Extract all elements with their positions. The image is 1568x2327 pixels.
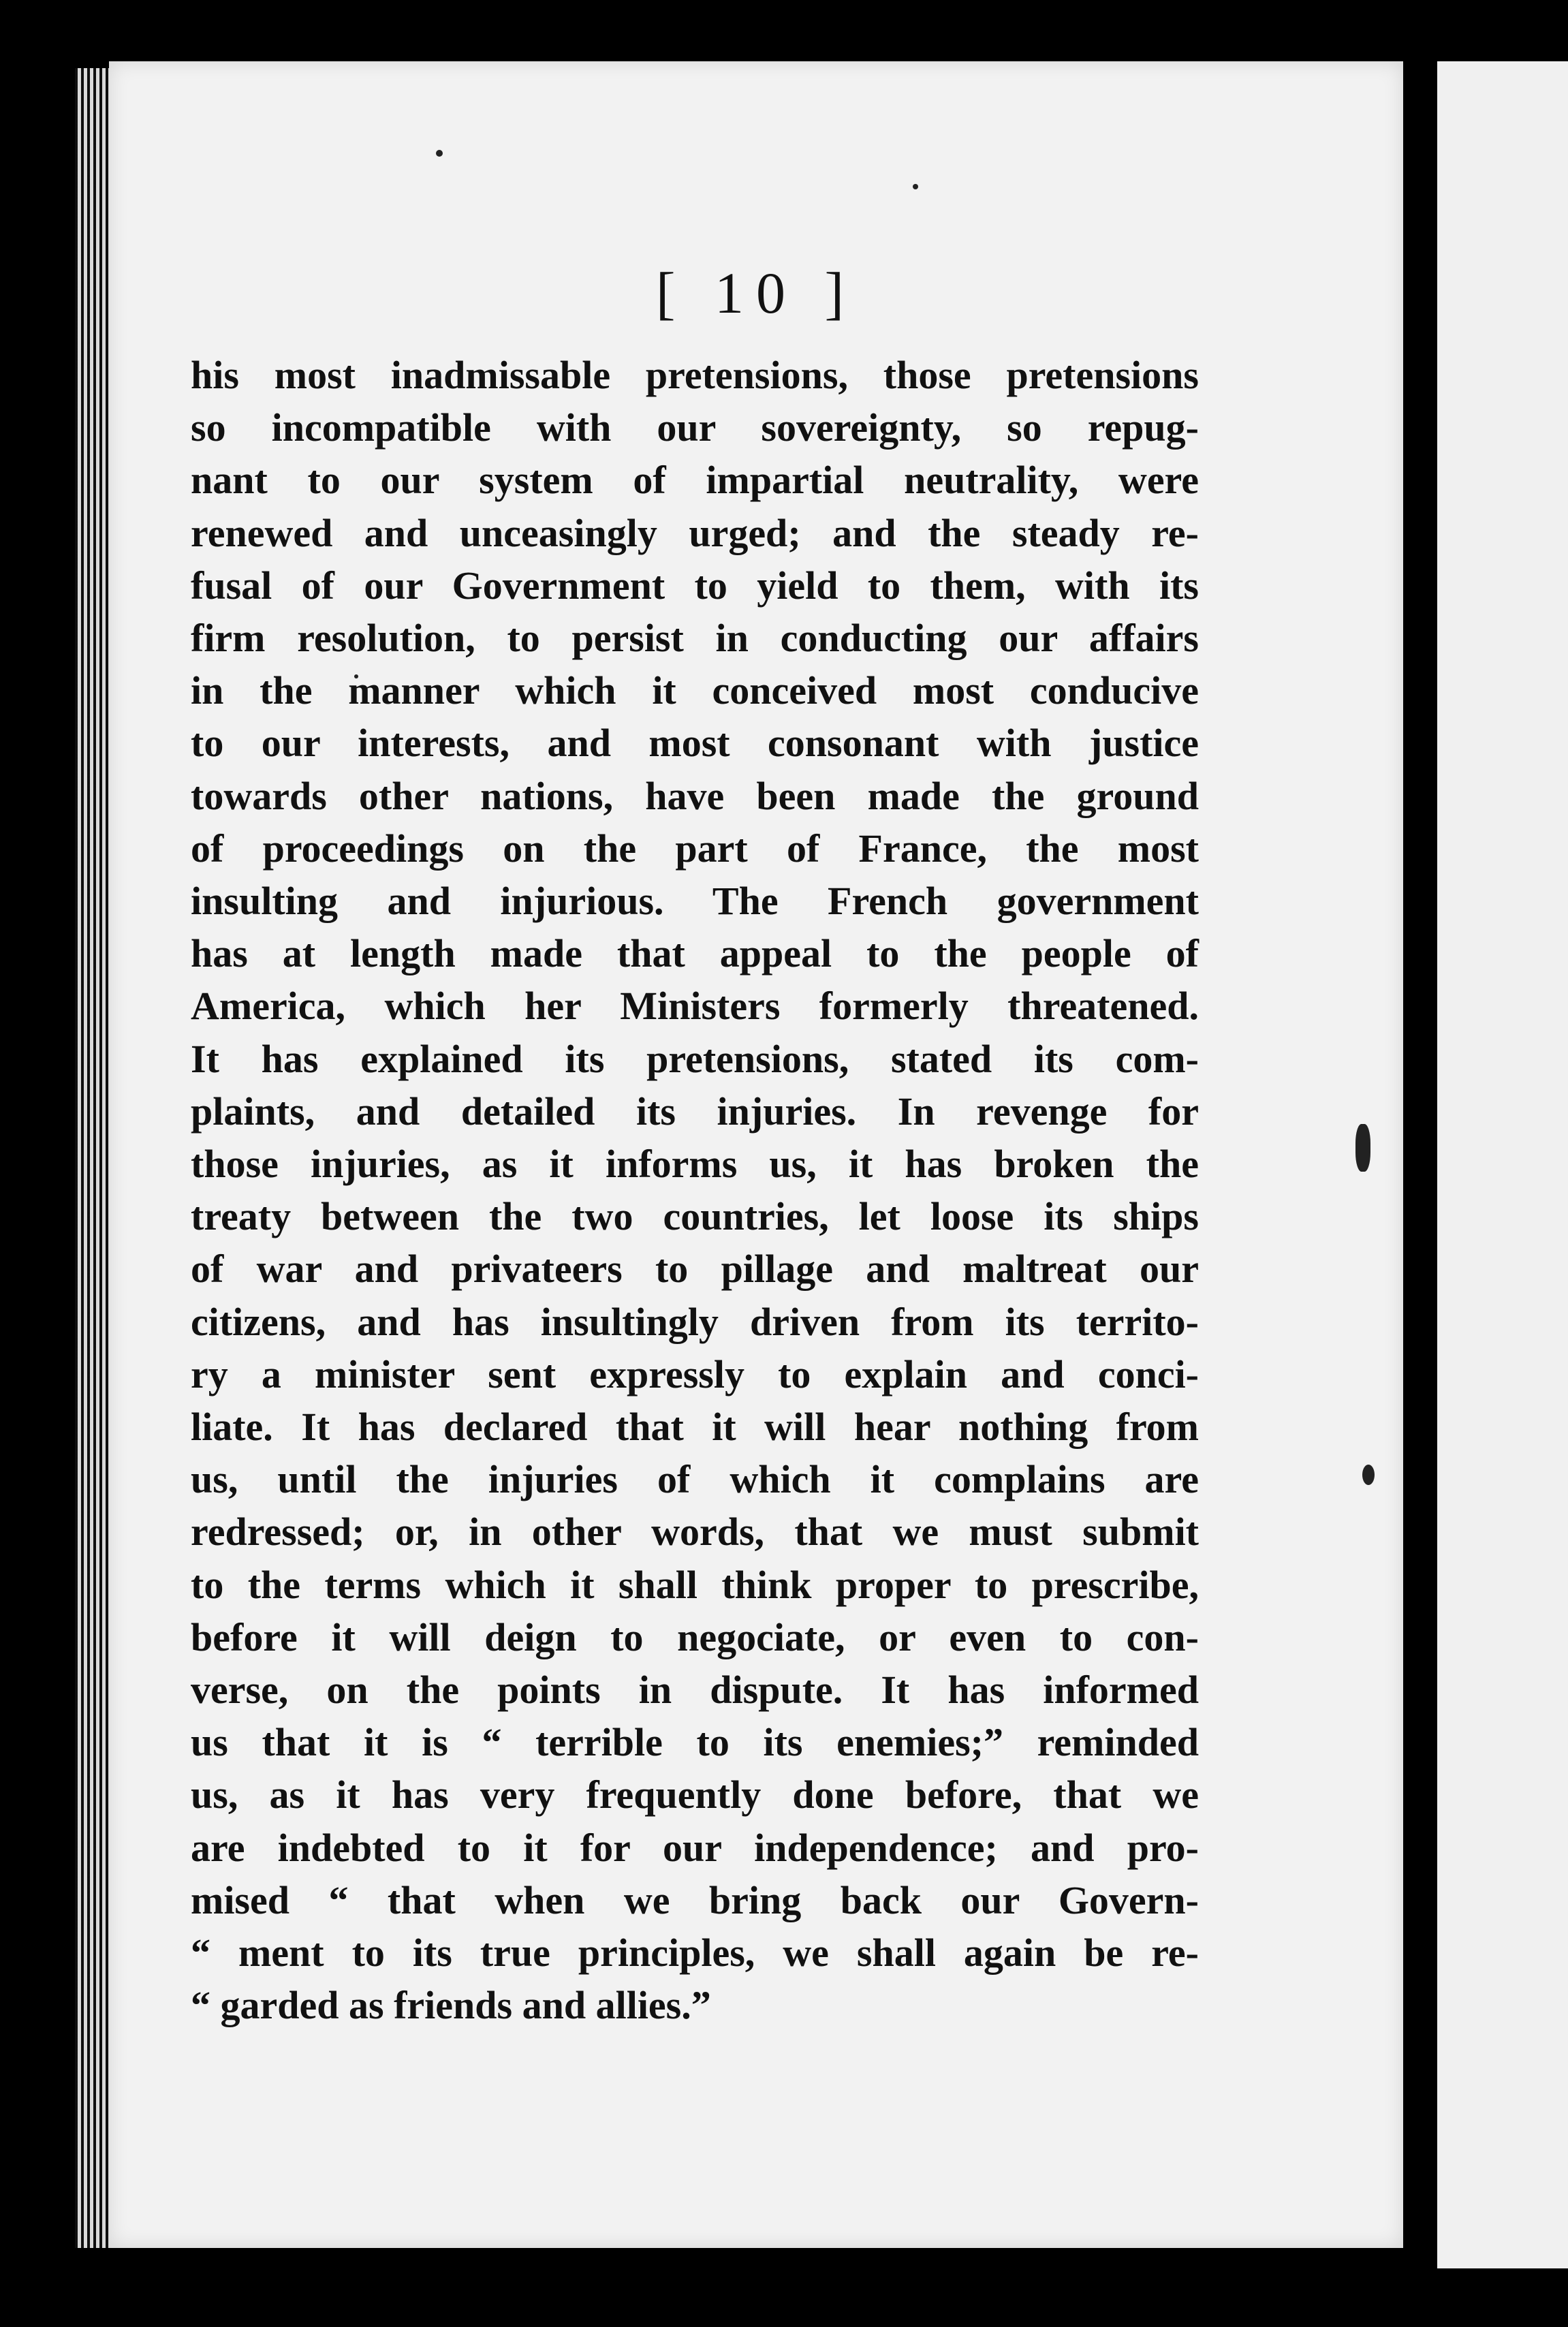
text-line: those injuries, as it informs us, it has broken the (191, 1142, 1199, 1187)
text-line: towards other nations, have been made the ground (191, 773, 1199, 818)
paper-speck (913, 184, 918, 189)
paper-speck (436, 150, 443, 157)
text-line: mised “ that when we bring back our Govern- (191, 1877, 1199, 1922)
text-line: nant to our system of impartial neutrality, were (191, 458, 1199, 503)
text-line: citizens, and has insultingly driven from its territo- (191, 1299, 1199, 1344)
text-line: plaints, and detailed its injuries. In revenge for (191, 1089, 1199, 1134)
page-number-header: [ 10 ] (655, 260, 857, 326)
text-line: “ ment to its true principles, we shall again be re- (191, 1931, 1199, 1975)
adjacent-page-edge (1437, 61, 1568, 2268)
text-line: ry a minister sent expressly to explain and conci- (191, 1352, 1199, 1396)
text-line: firm resolution, to persist in conducting our affairs (191, 616, 1199, 661)
page-gutter (1403, 54, 1437, 2262)
text-line: has at length made that appeal to the people of (191, 931, 1199, 976)
text-line: before it will deign to negociate, or even to con- (191, 1614, 1199, 1659)
text-line: redressed; or, in other words, that we must submit (191, 1510, 1199, 1555)
body-paragraph (191, 349, 1199, 2032)
text-line: so incompatible with our sovereignty, so repug- (191, 405, 1199, 450)
text-line: treaty between the two countries, let loose its ships (191, 1194, 1199, 1239)
text-line: insulting and injurious. The French government (191, 879, 1199, 924)
text-line: us, until the injuries of which it complains are (191, 1457, 1199, 1502)
ink-blot (1355, 1124, 1370, 1172)
text-line: in the manner which it conceived most conducive (191, 668, 1199, 713)
text-line: fusal of our Government to yield to them, with its (191, 563, 1199, 608)
text-line: to our interests, and most consonant with justice (191, 721, 1199, 766)
text-line: are indebted to it for our independence; and pro- (191, 1825, 1199, 1870)
text-line: verse, on the points in dispute. It has informed (191, 1668, 1199, 1713)
text-line: of war and privateers to pillage and maltreat our (191, 1247, 1199, 1292)
text-line: of proceedings on the part of France, the most (191, 826, 1199, 871)
text-line: It has explained its pretensions, stated its com- (191, 1036, 1199, 1081)
text-line: “ garded as friends and allies.” (191, 1983, 711, 2028)
text-line: liate. It has declared that it will hear nothing from (191, 1405, 1199, 1450)
text-line: renewed and unceasingly urged; and the steady re- (191, 510, 1199, 555)
text-line: to the terms which it shall think proper to prescribe, (191, 1562, 1199, 1607)
text-line: us that it is “ terrible to its enemies;” reminded (191, 1720, 1199, 1765)
text-line: America, which her Ministers formerly threatened. (191, 984, 1199, 1029)
text-line: his most inadmissable pretensions, those pretensions (191, 353, 1199, 397)
ink-blot (1362, 1465, 1375, 1485)
text-line: us, as it has very frequently done before, that we (191, 1772, 1199, 1817)
